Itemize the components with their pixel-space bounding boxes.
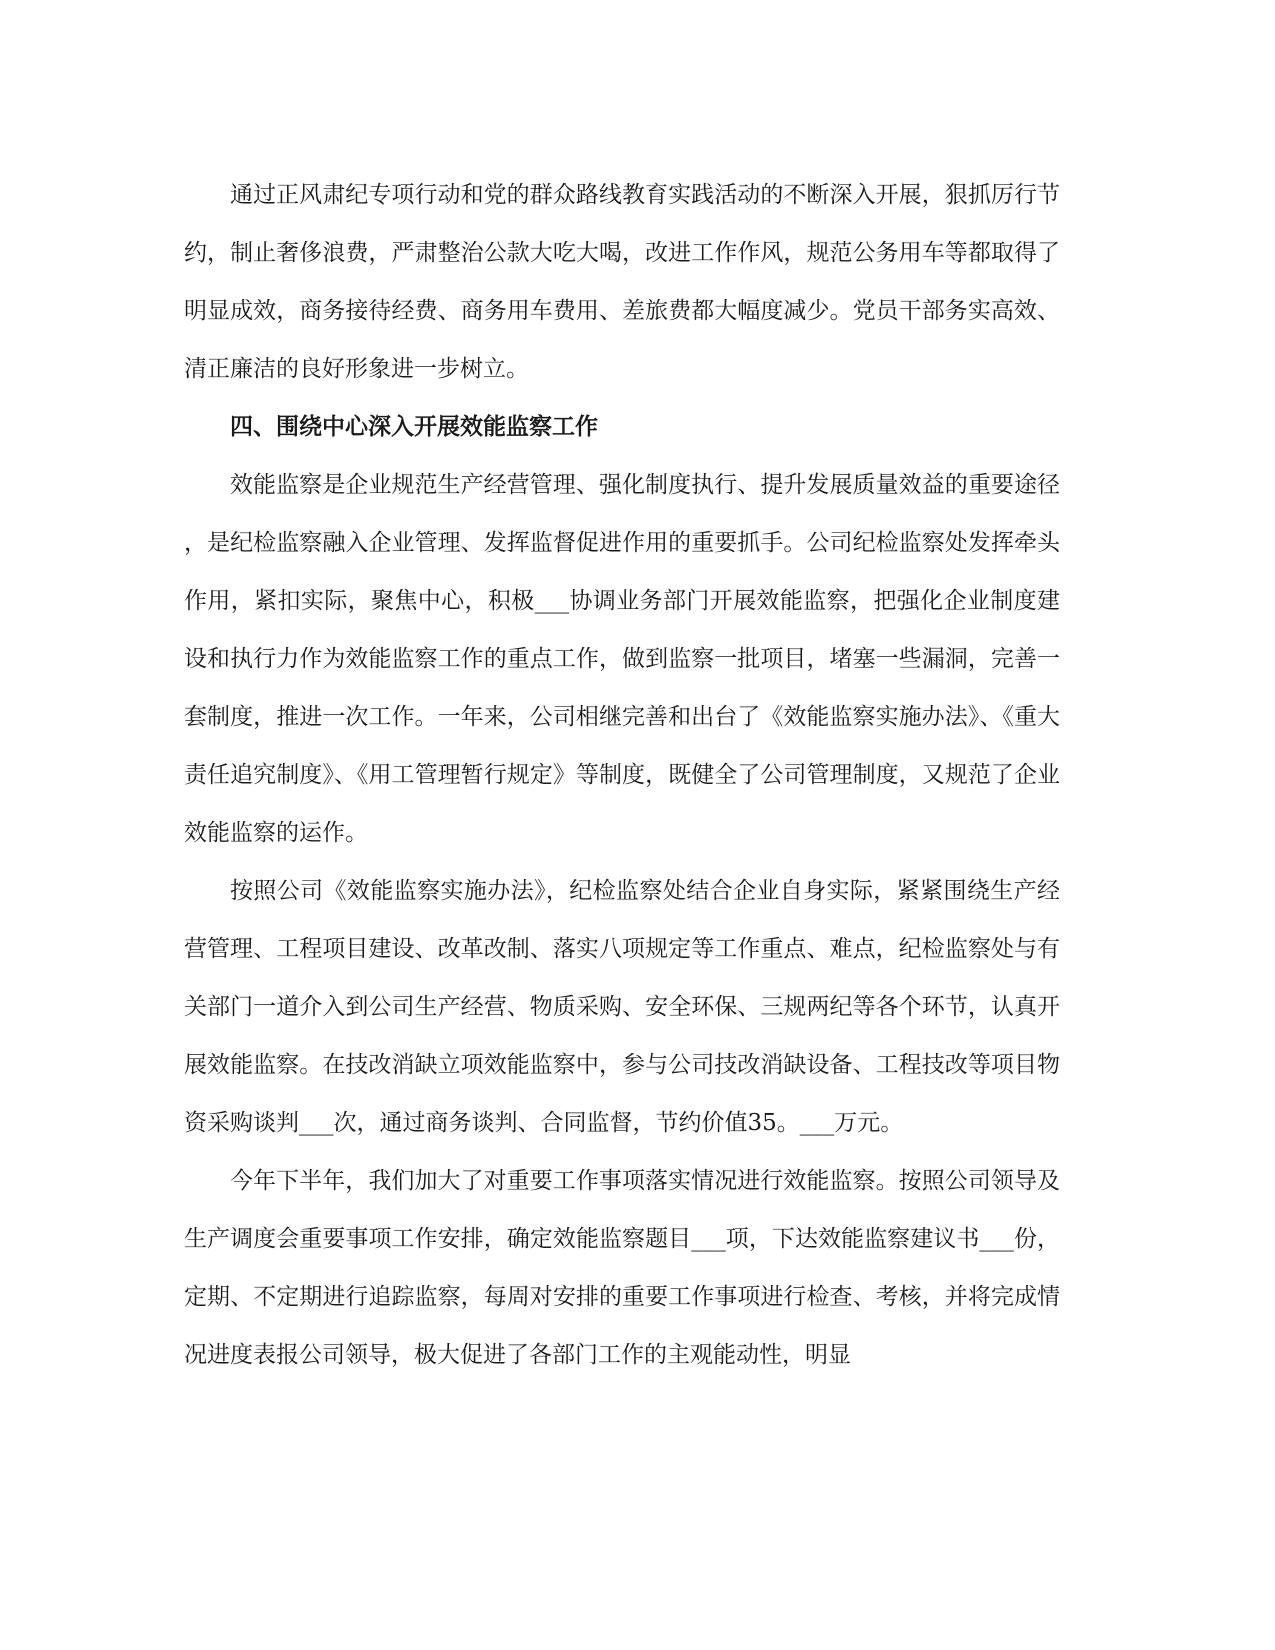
paragraph-efficiency-supervision-overview: 效能监察是企业规范生产经营管理、强化制度执行、提升发展质量效益的重要途径，是纪检监察融入企业管理、发挥监督促进作用的重要抓手。公司纪检监察处发挥牵头作用，紧扣实际，聚焦中心，积极___协调业务部门开展效能监察，把强化企业制度建设和执行力作为效能监察工作的重点工作，做到监察一批项目，堵塞一些漏洞，完善一套制度，推进一次工作。一年来，公司相继完善和出台了《效能监察实施办法》、《重大责任追究制度》、《用工管理暂行规定》等制度，既健全了公司管理制度，又规范了企业效能监察的运作。 [184,472,1060,846]
document-body [184,166,1060,1384]
paragraph-second-half-year: 今年下半年，我们加大了对重要工作事项落实情况进行效能监察。按照公司领导及生产调度会重要事项工作安排，确定效能监察题目___项，下达效能监察建议书___份，定期、不定期进行追踪监察，每周对安排的重要工作事项进行检查、考核，并将完成情况进度表报公司领导，极大促进了各部门工作的主观能动性，明显 [184,1168,1060,1368]
paragraph-frugality-results: 通过正风肃纪专项行动和党的群众路线教育实践活动的不断深入开展，狠抓厉行节约，制止奢侈浪费，严肃整治公款大吃大喝，改进工作作风，规范公务用车等都取得了明显成效，商务接待经费、商务用车费用、差旅费都大幅度减少。党员干部务实高效、清正廉洁的良好形象进一步树立。 [184,182,1060,382]
paragraph-implementation-measures: 按照公司《效能监察实施办法》，纪检监察处结合企业自身实际，紧紧围绕生产经营管理、工程项目建设、改革改制、落实八项规定等工作重点、难点，纪检监察处与有关部门一道介入到公司生产经营、物质采购、安全环保、三规两纪等各个环节，认真开展效能监察。在技改消缺立项效能监察中，参与公司技改消缺设备、工程技改等项目物资采购谈判___次，通过商务谈判、合同监督，节约价值35。___万元。 [184,878,1060,1136]
section-heading-efficiency-supervision: 四、围绕中心深入开展效能监察工作 [230,414,598,440]
